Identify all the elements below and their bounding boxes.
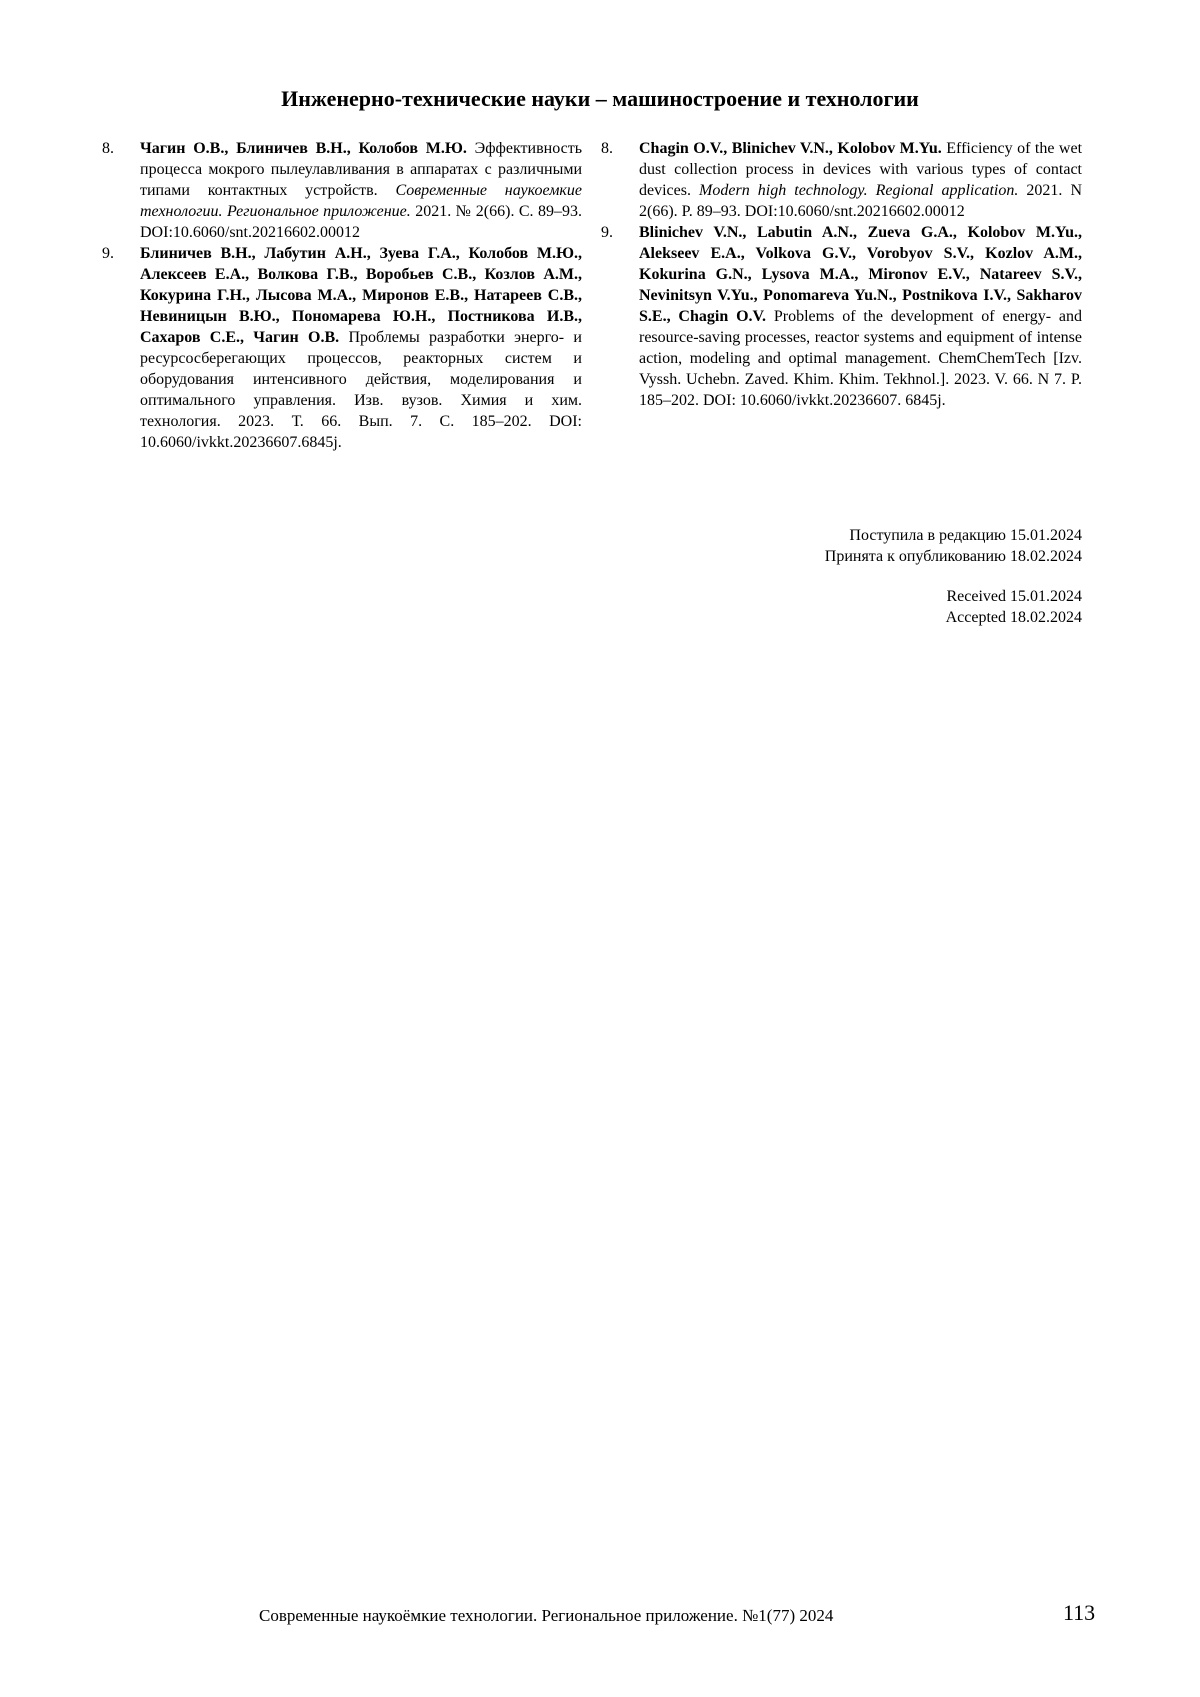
reference-body (639, 138, 1082, 222)
reference-item (102, 243, 582, 453)
reference-text: Efficiency of the wet dust collection process in devices with various types of contact devices. (639, 140, 1083, 199)
received-date-ru: Поступила в редакцию 15.01.2024 (849, 527, 1082, 544)
reference-body (140, 243, 582, 453)
reference-text: Проблемы разработки энерго- и ресурсосберегающих процессов, реакторных систем и оборудования интенсивного действия, моделирования и оптимального управления. Изв. вузов. Химия и хим. технология. 2023. Т. 66. Вып. 7. С. 185–202. DOI: 10.6060/ivkkt.20236607.6845j. (140, 329, 582, 451)
reference-details: 2021. № 2(66). С. 89–93. DOI:10.6060/snt.20216602.00012 (140, 203, 583, 241)
accepted-date-en: Accepted 18.02.2024 (945, 609, 1082, 626)
reference-authors: Чагин О.В., Блиничев В.Н., Колобов М.Ю. (140, 140, 467, 157)
received-date-en: Received 15.01.2024 (946, 588, 1082, 605)
reference-details: 2021. N 2(66). P. 89–93. DOI:10.6060/snt.20216602.00012 (639, 182, 1083, 220)
reference-authors: Chagin O.V., Blinichev V.N., Kolobov M.Yu. (639, 140, 942, 157)
reference-item (601, 138, 1082, 222)
reference-source: Modern high technology. Regional application. (699, 182, 1019, 199)
references-en (601, 138, 1082, 411)
references-ru (102, 138, 582, 453)
submission-dates (825, 525, 1082, 628)
reference-source: Современные наукоемкие технологии. Региональное приложение. (140, 182, 582, 220)
page-header: Инженерно-технические науки – машиностроение и технологии (281, 86, 919, 111)
reference-authors: Блиничев В.Н., Лабутин А.Н., Зуева Г.А., Колобов М.Ю., Алексеев Е.А., Волкова Г.В., Воробьев С.В., Козлов А.М., Кокурина Г.Н., Лысова М.А., Миронов Е.В., Натареев С.В., Невиницын В.Ю., Пономарева Ю.Н., Постникова И.В., Сахаров С.Е., Чагин О.В. (140, 245, 582, 346)
accepted-date-ru: Принята к опубликованию 18.02.2024 (824, 548, 1082, 565)
reference-item (102, 138, 582, 243)
reference-text: Эффективность процесса мокрого пылеулавливания в аппаратах с различными типами контактных устройств. (140, 140, 582, 199)
reference-authors: Blinichev V.N., Labutin A.N., Zueva G.A., Kolobov M.Yu., Alekseev E.A., Volkova G.V., Vorobyov S.V., Kozlov A.M., Kokurina G.N., Lysova M.A., Mironov E.V., Natareev S.V., Nevinitsyn V.Yu., Ponomareva Yu.N., Postnikova I.V., Sakharov S.E., Chagin O.V. (639, 224, 1082, 325)
reference-body (140, 138, 582, 243)
footer-journal-title: Современные наукоёмкие технологии. Региональное приложение. №1(77) 2024 (259, 1606, 834, 1625)
reference-number: 9. (102, 245, 114, 262)
reference-item (601, 222, 1082, 411)
reference-text: Problems of the development of energy- and resource-saving processes, reactor systems and equipment of intense action, modeling and optimal management. ChemChemTech [Izv. Vyssh. Uchebn. Zaved. Khim. Khim. Tekhnol.]. 2023. V. 66. N 7. P. 185–202. DOI: 10.6060/ivkkt.20236607. 6845j. (639, 308, 1082, 409)
page-number: 113 (1063, 1600, 1096, 1625)
reference-number: 8. (102, 140, 114, 157)
reference-number: 8. (601, 140, 613, 157)
reference-number: 9. (601, 224, 613, 241)
reference-body (639, 222, 1082, 411)
